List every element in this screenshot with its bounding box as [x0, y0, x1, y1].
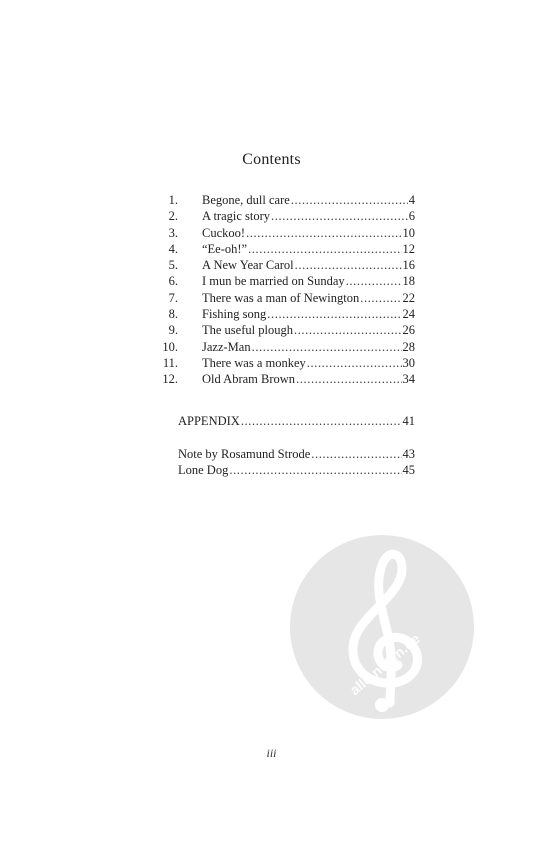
- toc-entry-title: A tragic story: [202, 209, 271, 224]
- toc-entry: [140, 225, 420, 241]
- toc-entry: [140, 462, 420, 478]
- dot-leader: [294, 322, 402, 338]
- toc-entry-page: 34: [402, 372, 415, 387]
- toc-entry: [140, 192, 420, 208]
- dot-leader: [267, 306, 401, 322]
- toc-entry-number: 2.: [168, 209, 178, 224]
- toc-entry-title: I mun be married on Sunday: [202, 274, 345, 289]
- dot-leader: [360, 290, 401, 306]
- dot-leader: [246, 225, 401, 241]
- toc-entry: [140, 257, 420, 273]
- toc-entry-page: 45: [402, 463, 415, 478]
- watermark-text: alle-noten.de: [346, 630, 424, 699]
- toc-entry-number: 1.: [168, 193, 178, 207]
- toc-entry: [140, 322, 420, 338]
- toc-entry: [140, 208, 420, 224]
- toc-entry-title: Note by Rosamund Strode: [178, 447, 311, 461]
- toc-entry-number: 11.: [162, 355, 178, 370]
- toc-entry-page: 43: [402, 447, 415, 461]
- toc-entry: [140, 290, 420, 306]
- toc-entry-page: 12: [402, 241, 415, 256]
- toc-entry-page: 4: [408, 193, 415, 207]
- toc-entry-page: 26: [402, 323, 415, 338]
- toc-entry: [140, 241, 420, 257]
- toc-entry: [140, 339, 420, 355]
- page-title: Contents: [242, 151, 301, 168]
- toc-entry-title: “Ee-oh!”: [202, 241, 248, 256]
- toc-entry-page: 28: [402, 339, 415, 354]
- dot-leader: [296, 371, 401, 387]
- toc-entry-title: Lone Dog: [178, 463, 229, 478]
- toc-entry-title: Old Abram Brown: [202, 372, 296, 387]
- dot-leader: [252, 339, 402, 355]
- toc-entry-title: Fishing song: [202, 307, 267, 322]
- dot-leader: [295, 257, 402, 273]
- contents-entries: [140, 192, 420, 388]
- toc-entry-page: 24: [402, 307, 415, 322]
- dot-leader: [248, 241, 401, 257]
- page-number: iii: [266, 746, 277, 760]
- toc-entry: [140, 355, 420, 371]
- toc-entry-number: 12.: [162, 372, 178, 387]
- toc-entry-number: 8.: [168, 307, 178, 322]
- toc-entry-number: 5.: [168, 258, 178, 273]
- toc-entry-page: 16: [402, 258, 415, 273]
- toc-entry-page: 30: [402, 355, 415, 370]
- toc-entry-number: 10.: [162, 339, 178, 354]
- toc-entry-title: APPENDIX: [178, 414, 240, 428]
- dot-leader: [307, 355, 402, 371]
- dot-leader: [271, 208, 408, 224]
- dot-leader: [346, 273, 402, 289]
- toc-entry: [140, 371, 420, 387]
- watermark: [290, 535, 474, 719]
- toc-entry-page: 10: [402, 225, 415, 240]
- dot-leader: [241, 413, 402, 429]
- toc-entry: [140, 446, 420, 462]
- toc-entry-title: Begone, dull care: [202, 193, 290, 207]
- dot-leader: [311, 446, 401, 462]
- toc-entry-page: 6: [408, 209, 415, 224]
- toc-entry-title: There was a monkey: [202, 355, 306, 370]
- toc-entry-title: Jazz-Man: [202, 339, 251, 354]
- toc-entry-page: 18: [402, 274, 415, 289]
- toc-entry: [140, 273, 420, 289]
- toc-entry-title: The useful plough: [202, 323, 293, 338]
- dot-leader: [229, 462, 401, 478]
- toc-entry: [140, 306, 420, 322]
- toc-entry-page: 41: [402, 414, 415, 428]
- extras-section: [140, 446, 420, 479]
- toc-entry-page: 22: [402, 290, 415, 305]
- toc-entry-number: 9.: [168, 323, 178, 338]
- toc-entry-title: Cuckoo!: [202, 225, 246, 240]
- toc-entry-number: 6.: [168, 274, 178, 289]
- toc-entry-number: 3.: [168, 225, 178, 240]
- toc-entry-number: 4.: [168, 241, 178, 256]
- toc-entry-appendix: [140, 413, 420, 429]
- appendix-section: [140, 413, 420, 429]
- toc-entry-title: A New Year Carol: [202, 258, 294, 273]
- toc-entry-title: There was a man of Newington: [202, 290, 360, 305]
- toc-entry-number: 7.: [168, 290, 178, 305]
- dot-leader: [291, 192, 408, 208]
